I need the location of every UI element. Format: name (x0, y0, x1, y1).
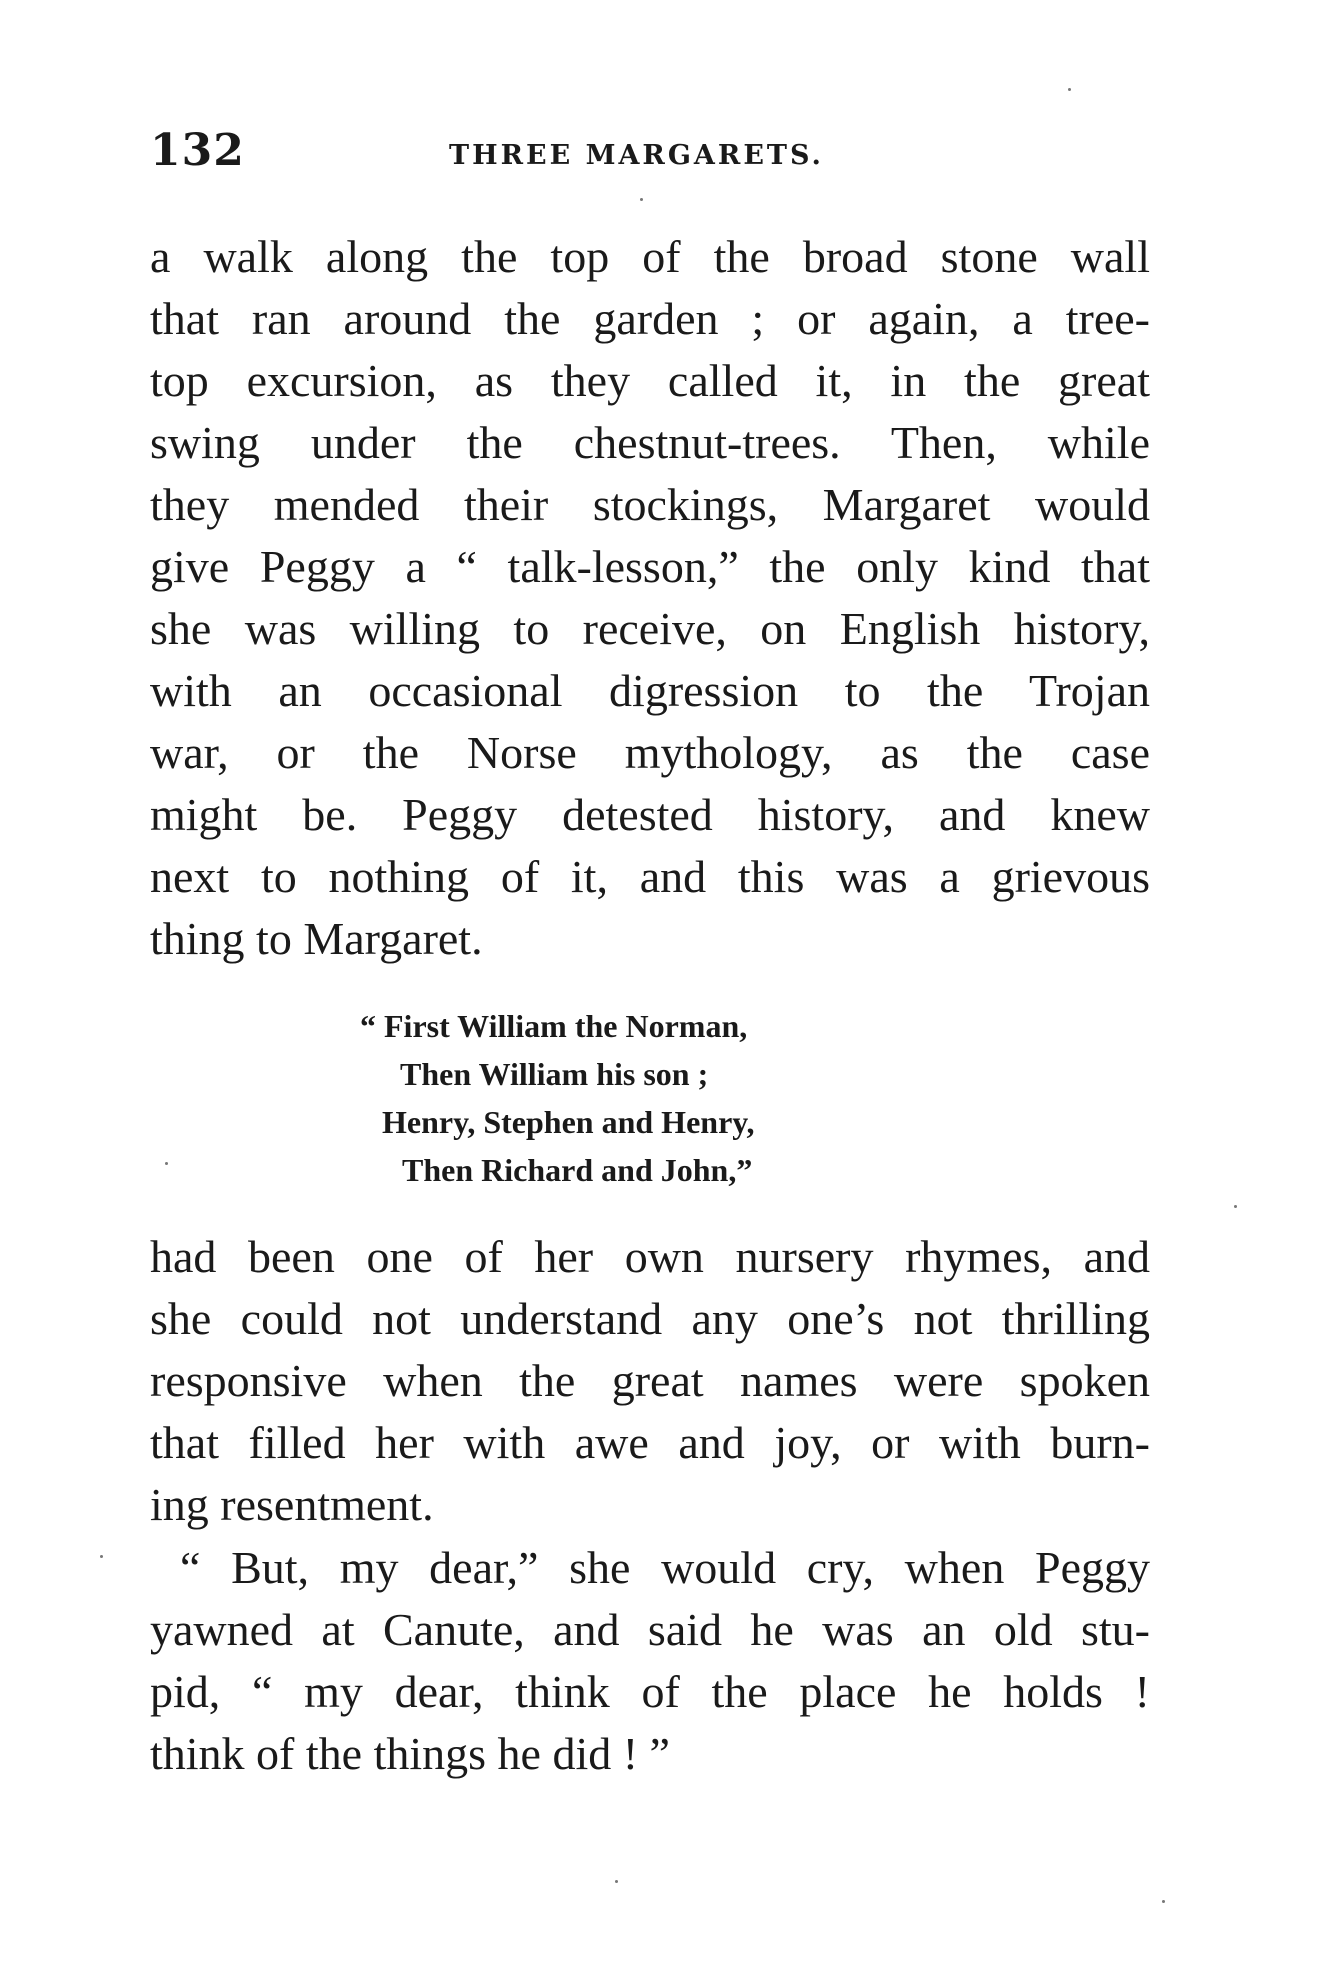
page-speck (615, 1880, 618, 1883)
page-speck (1234, 1205, 1237, 1208)
verse-line: Then William his son ; (400, 1056, 709, 1092)
page-speck (1162, 1900, 1165, 1903)
verse-line: “ First William the Norman, (360, 1008, 748, 1044)
text-line: swing under the chestnut-trees. Then, while (150, 417, 1150, 468)
text-line: they mended their stockings, Margaret would (150, 479, 1150, 530)
page-speck (165, 1162, 168, 1165)
text-line: top excursion, as they called it, in the great (150, 355, 1150, 406)
paragraph-1 (150, 226, 1150, 970)
text-line: might be. Peggy detested history, and knew (150, 789, 1150, 840)
verse-line: Then Richard and John,” (402, 1152, 753, 1188)
page-number: 132 (150, 125, 245, 176)
text-line: responsive when the great names were spoken (150, 1355, 1150, 1406)
text-line: pid, “ my dear, think of the place he holds ! (150, 1666, 1150, 1717)
text-line: next to nothing of it, and this was a grievous (150, 851, 1150, 902)
page-speck (100, 1555, 103, 1558)
text-line: thing to Margaret. (150, 913, 483, 964)
paragraph-2 (150, 1226, 1150, 1536)
text-line: a walk along the top of the broad stone wall (150, 231, 1150, 282)
verse-quotation (360, 1002, 755, 1194)
text-line: ing resentment. (150, 1479, 434, 1530)
text-line: that ran around the garden ; or again, a tree- (150, 293, 1150, 344)
page-speck (1068, 88, 1071, 91)
text-line: she could not understand any one’s not thrilling (150, 1293, 1150, 1344)
text-line: give Peggy a “ talk-lesson,” the only kind that (150, 541, 1150, 592)
verse-line: Henry, Stephen and Henry, (382, 1104, 755, 1140)
text-line: think of the things he did ! ” (150, 1728, 670, 1779)
text-line: “ But, my dear,” she would cry, when Peggy (180, 1542, 1150, 1593)
page-speck (640, 198, 643, 201)
paragraph-3 (150, 1537, 1150, 1785)
text-line: yawned at Canute, and said he was an old stu- (150, 1604, 1150, 1655)
text-line: with an occasional digression to the Trojan (150, 665, 1150, 716)
running-head: THREE MARGARETS. (449, 140, 824, 171)
text-line: war, or the Norse mythology, as the case (150, 727, 1150, 778)
text-line: she was willing to receive, on English history, (150, 603, 1150, 654)
text-line: that filled her with awe and joy, or with burn- (150, 1417, 1150, 1468)
text-line: had been one of her own nursery rhymes, and (150, 1231, 1150, 1282)
